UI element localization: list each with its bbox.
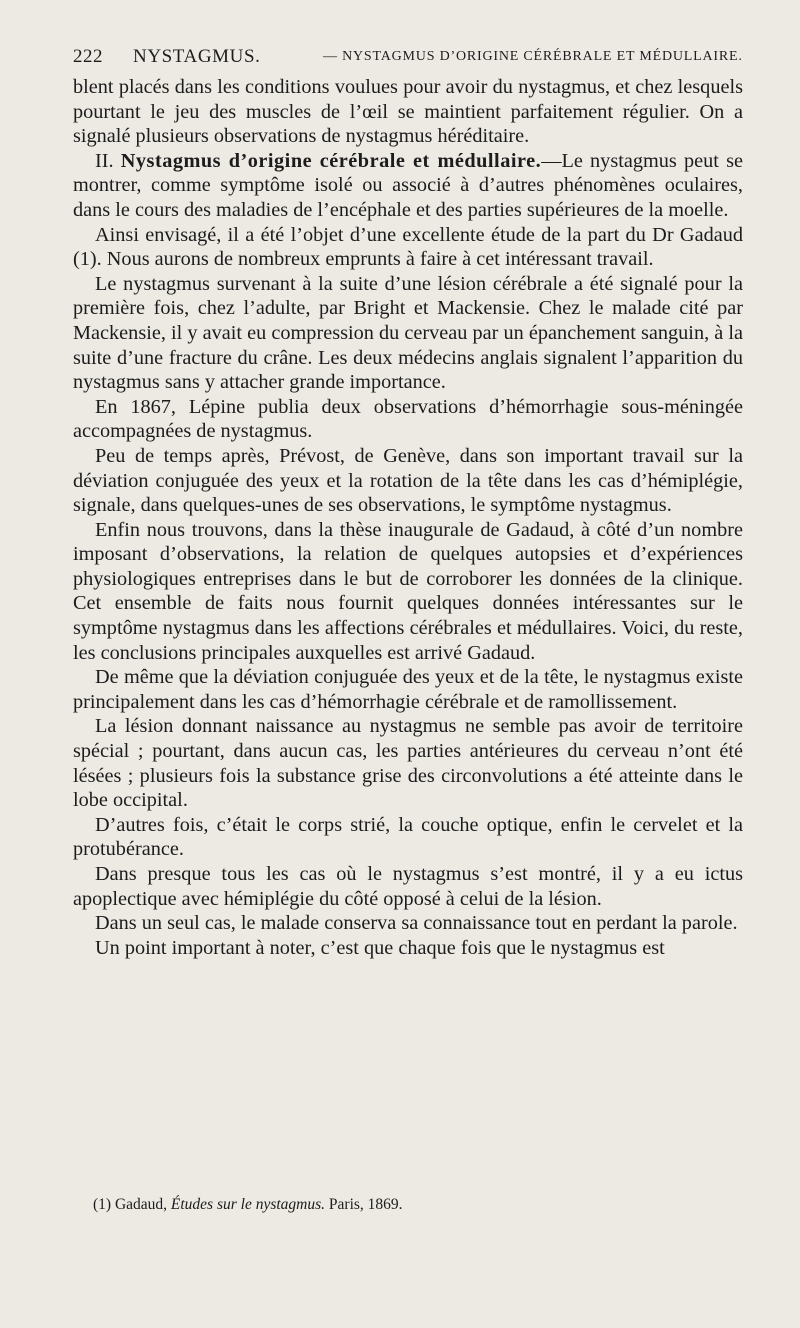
paragraph: De même que la déviation conjuguée des yeux et de la tête, le nystagmus existe principalement dans les cas d’hémorrhagie cérébrale et de ramollissement. — [73, 666, 743, 713]
paragraph: Un point important à noter, c’est que chaque fois que le nystagmus est — [95, 936, 665, 959]
paragraph: Le nystagmus survenant à la suite d’une lésion cérébrale a été signalé pour la première fois, chez l’adulte, par Bright et Mackensie. Chez le malade cité par Mackensie, il y avait eu compression du cerveau par un épanchement sanguin, à la suite d’une fracture du crâne. Les deux médecins anglais signalent l’apparition du nystagmus sans y attacher grande importance. — [73, 272, 743, 394]
page-number: 222 — [73, 46, 103, 67]
footnote-title: Études sur le nystagmus. — [170, 1196, 326, 1213]
paragraph: Peu de temps après, Prévost, de Genève, dans son important travail sur la déviation conjuguée des yeux et la rotation de la tête dans les cas d’hémiplégie, signale, dans quelques-unes de ses observations, le symptôme nystagmus. — [73, 444, 743, 517]
running-header — [73, 46, 743, 72]
footnote-marker: (1) Gadaud, — [93, 1196, 168, 1213]
paragraph: La lésion donnant naissance au nystagmus ne semble pas avoir de territoire spécial ; pourtant, dans aucun cas, les parties antérieures du cerveau n’ont été lésées ; plusieurs fois la substance grise des circonvolutions a été atteinte dans le lobe occipital. — [73, 715, 743, 812]
paragraph: D’autres fois, c’était le corps strié, la couche optique, enfin le cervelet et la protubérance. — [73, 813, 743, 861]
paragraph: blent placés dans les conditions voulues pour avoir du nystagmus, et chez lesquels pourtant le jeu des muscles de l’œil se maintient parfaitement régulier. On a signalé plusieurs observations de nystagmus héréditaire. — [73, 76, 743, 148]
body-text — [73, 75, 743, 960]
footnote — [93, 1195, 743, 1215]
section-paragraph — [73, 149, 743, 223]
paragraph: Enfin nous trouvons, dans la thèse inaugurale de Gadaud, à côté d’un nombre imposant d’observations, la relation de quelques autopsies et d’expériences physiologiques entreprises dans le but de corroborer les données de la clinique. Cet ensemble de faits nous fournit quelques données intéressantes sur le symptôme nystagmus dans les affections cérébrales et médullaires. Voici, du reste, les conclusions principales auxquelles est arrivé Gadaud. — [73, 518, 743, 664]
paragraph: Ainsi envisagé, il a été l’objet d’une excellente étude de la part du Dr Gadaud (1). Nous aurons de nombreux emprunts à faire à cet intéressant travail. — [73, 223, 743, 271]
section-title: — NYSTAGMUS D’ORIGINE CÉRÉBRALE ET MÉDULLAIRE. — [323, 49, 743, 64]
running-title: NYSTAGMUS. — [133, 46, 261, 67]
paragraph: Dans un seul cas, le malade conserva sa connaissance tout en perdant la parole. — [95, 912, 738, 935]
section-heading: Nystagmus d’origine cérébrale et médullaire. — [120, 149, 542, 172]
section-body: —Le nystagmus peut se montrer, comme symptôme isolé ou associé à d’autres phénomènes oculaires, dans le cours des maladies de l’encéphale et des parties supérieures de la moelle. — [73, 149, 743, 221]
footnote-rest: Paris, 1869. — [328, 1196, 403, 1213]
paragraph: En 1867, Lépine publia deux observations d’hémorrhagie sous-méningée accompagnées de nystagmus. — [73, 395, 743, 443]
section-numeral: II. — [95, 149, 114, 172]
paragraph: Dans presque tous les cas où le nystagmus s’est montré, il y a eu ictus apoplectique avec hémiplégie du côté opposé à celui de la lésion. — [73, 863, 743, 910]
